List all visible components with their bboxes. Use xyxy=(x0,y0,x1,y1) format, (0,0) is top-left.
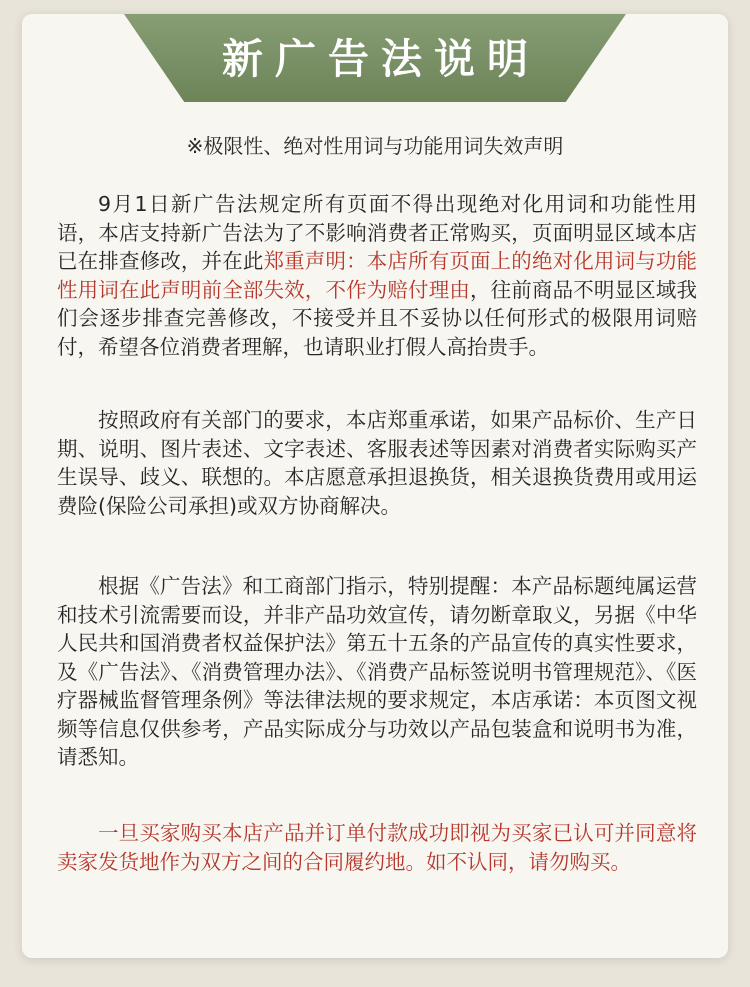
solemn-declaration-highlight: 郑重声明：本店所有页面上的绝对化用词与功能性用词在此声明前全部失效，不作为赔付理由 xyxy=(57,249,697,302)
paragraph-legal-notice: 根据《广告法》和工商部门指示，特别提醒：本产品标题纯属运营和技术引流需要而设，并非产品功效宣传，请勿断章取义，另据《中华人民共和国消费者权益保护法》第五十五条的产品宣传的真实性要求，及《广告法》、《消费管理办法》、《消费产品标签说明书管理规范》、《医疗器械监督管理条例》等法律法规的要求规定，本店承诺：本页图文视频等信息仅供参考，产品实际成分与功效以产品包装盒和说明书为准，请悉知。 xyxy=(57,574,697,769)
paragraph-government-commitment: 按照政府有关部门的要求，本店郑重承诺，如果产品标价、生产日期、说明、图片表述、文字表述、客服表述等因素对消费者实际购买产生误导、歧义、联想的。本店愿意承担退换货，相关退换货费用或用运费险(保险公司承担)或双方协商解决。 xyxy=(57,408,697,518)
paragraph-advertising-law-intro: 9月1日新广告法规定所有页面不得出现绝对化用词和功能性用语，本店支持新广告法为了不影响消费者正常购买，页面明显区域本店已在排查修改，并在此 xyxy=(57,192,697,273)
paragraph-advertising-law-rest: ，往前商品不明显区域我们会逐步排查完善修改，不接受并且不妥协以任何形式的极限用词赔付，希望各位消费者理解，也请职业打假人高抬贵手。 xyxy=(57,277,697,359)
paragraph-contract-place: 一旦买家购买本店产品并订单付款成功即视为买家已认可并同意将卖家发货地作为双方之间的合同履约地。如不认同，请勿购买。 xyxy=(57,821,697,874)
statement-subtitle: ※极限性、绝对性用词与功能用词失效声明 xyxy=(186,134,564,158)
paragraph-advertising-law xyxy=(57,190,697,361)
page-title: 新广告法说明 xyxy=(222,35,540,83)
